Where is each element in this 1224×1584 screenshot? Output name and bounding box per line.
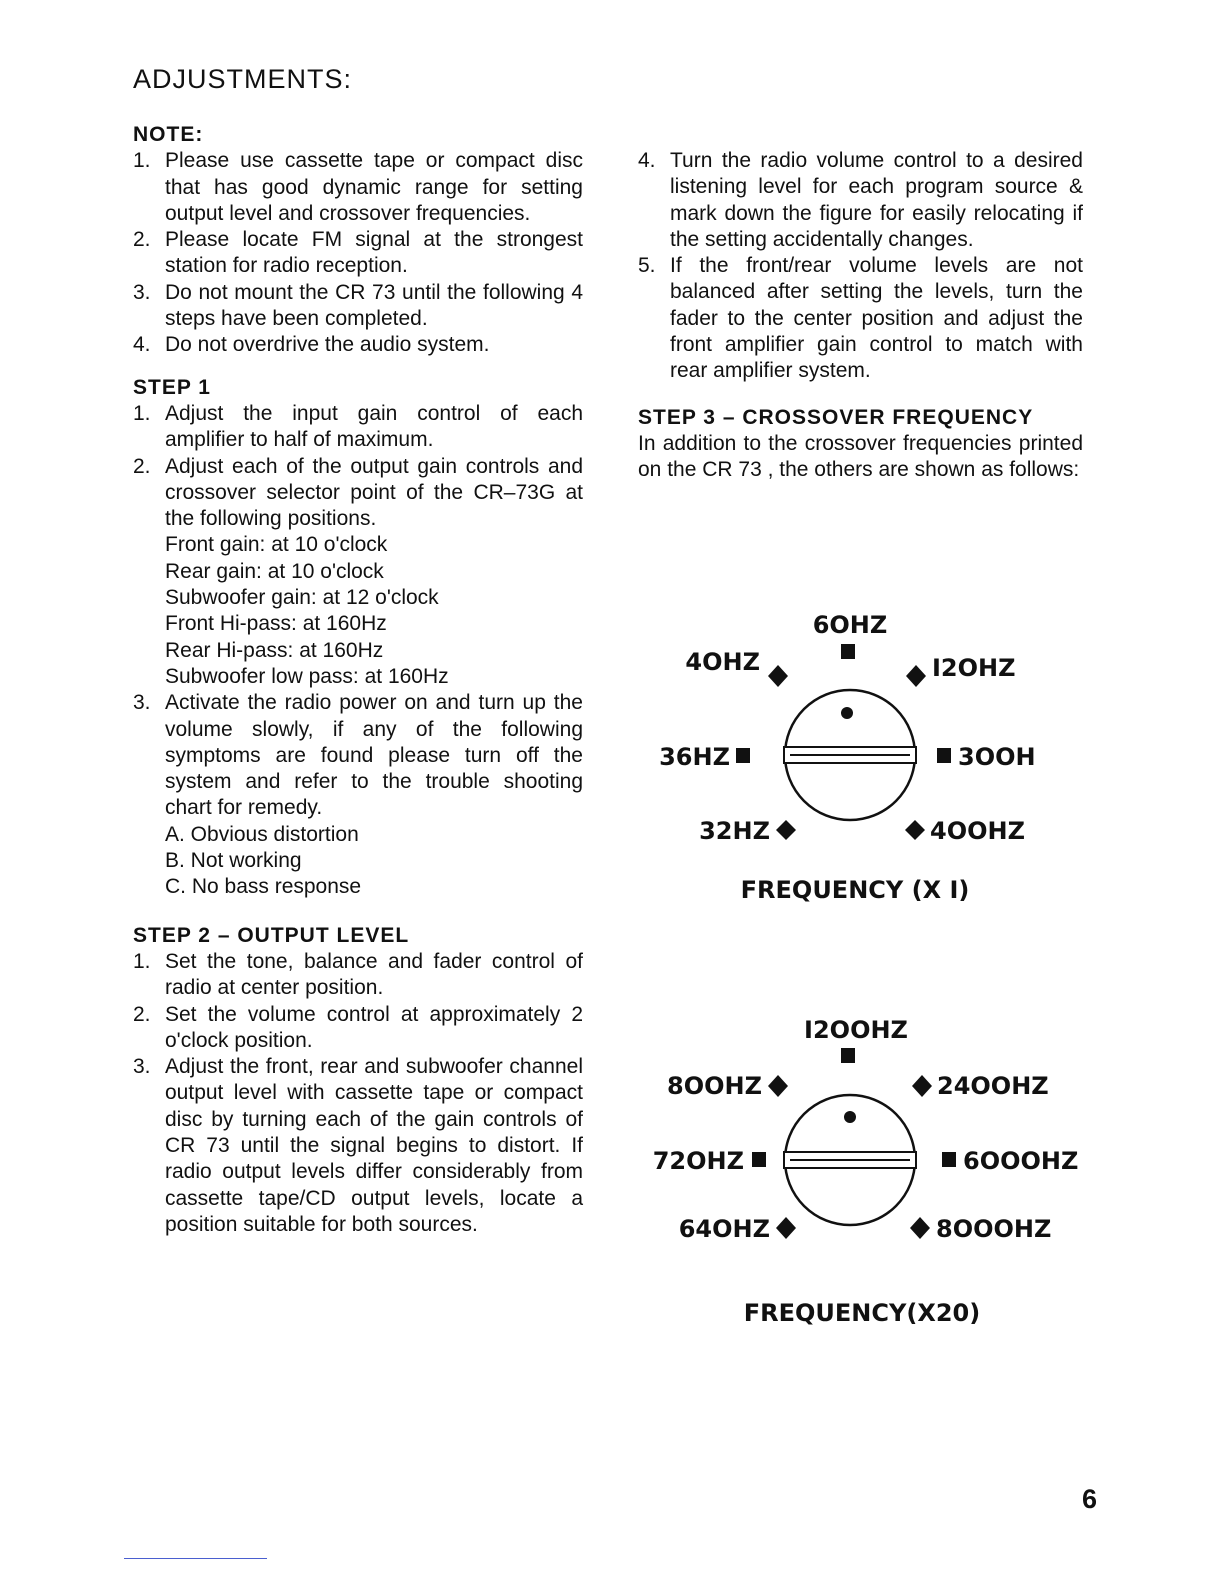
- diamond-marker: [776, 820, 796, 840]
- item-text: If the front/rear volume levels are not balanced after setting the levels, turn the fader to the center position and adjust the front amplifier gain control to match with rear amplifier system.: [670, 254, 1083, 383]
- item-number: 3.: [133, 1055, 151, 1079]
- step2-item: [638, 253, 1083, 384]
- step1-heading: STEP 1: [133, 375, 211, 399]
- diamond-marker: [905, 820, 925, 840]
- dial-caption: FREQUENCY (X I): [740, 876, 970, 904]
- freq-label-upper-right: I2OHZ: [932, 654, 1016, 682]
- item-number: 2.: [133, 1002, 151, 1026]
- diamond-marker: [906, 665, 926, 687]
- item-number: 2.: [133, 228, 151, 252]
- square-marker: [937, 748, 951, 763]
- divider-line: [124, 1558, 267, 1559]
- step3-text: In addition to the crossover frequencies printed on the CR 73 , the others are shown as follows:: [638, 431, 1083, 482]
- step2-item: [133, 1002, 583, 1055]
- note-item: [133, 227, 583, 280]
- item-number: 4.: [638, 149, 656, 172]
- symptom-line: A. Obvious distortion: [165, 822, 359, 846]
- step2-item: [133, 949, 583, 1002]
- dial-knob: [784, 690, 916, 820]
- diamond-marker: [768, 665, 788, 687]
- freq-label-upper-left: 4OHZ: [685, 648, 760, 676]
- position-line: Rear gain: at 10 o'clock: [165, 559, 384, 583]
- note-item: [133, 280, 583, 333]
- item-number: 5.: [638, 254, 656, 278]
- symptom-line: B. Not working: [165, 849, 302, 873]
- diamond-marker: [912, 1075, 932, 1097]
- freq-label-left: 36HZ: [659, 743, 730, 771]
- note-heading: NOTE:: [133, 123, 204, 146]
- right-column: [638, 148, 1083, 484]
- item-number: 2.: [133, 454, 151, 478]
- diamond-marker: [768, 1075, 788, 1097]
- item-text: Do not mount the CR 73 until the following 4 steps have been completed.: [165, 280, 583, 331]
- square-marker: [841, 644, 855, 659]
- item-text: Turn the radio volume control to a desired listening level for each program source & mark down the figure for easily relocating if the setting accidentally changes.: [670, 149, 1083, 251]
- freq-label-upper-right: 24OOHZ: [937, 1072, 1049, 1100]
- step1-item: [133, 454, 583, 533]
- symptom-line: C. No bass response: [165, 875, 362, 899]
- freq-label-right: 6OOOHZ: [963, 1147, 1079, 1175]
- item-number: 1.: [133, 949, 151, 973]
- item-text: Adjust the input gain control of each amplifier to half of maximum.: [165, 401, 583, 452]
- step3-heading: STEP 3 – CROSSOVER FREQUENCY: [638, 405, 1034, 429]
- page-number: 6: [1082, 1484, 1098, 1514]
- freq-label-lower-right: 4OOHZ: [930, 817, 1025, 845]
- position-line: Subwoofer gain: at 12 o'clock: [165, 586, 439, 610]
- step2-item: [638, 148, 1083, 253]
- position-line: Front Hi-pass: at 160Hz: [165, 612, 387, 636]
- step1-item: [133, 690, 583, 821]
- item-text: Adjust each of the output gain controls and crossover selector point of the CR–73G at the following positions.: [165, 454, 583, 531]
- position-line: Subwoofer low pass: at 160Hz: [165, 664, 449, 688]
- page-title: ADJUSTMENTS:: [133, 64, 353, 94]
- item-text: Do not overdrive the audio system.: [165, 333, 490, 357]
- item-number: 3.: [133, 280, 151, 304]
- freq-label-top: 6OHZ: [812, 611, 888, 639]
- square-marker: [942, 1152, 956, 1167]
- left-column: [133, 122, 583, 1238]
- freq-label-top: I2OOHZ: [804, 1016, 908, 1044]
- note-item: [133, 332, 583, 358]
- frequency-dial-x20: [640, 1005, 1080, 1335]
- step2-item: [133, 1054, 583, 1238]
- freq-label-lower-right: 8OOOHZ: [936, 1215, 1052, 1243]
- freq-label-lower-left: 32HZ: [699, 817, 770, 845]
- position-line: Rear Hi-pass: at 160Hz: [165, 638, 384, 662]
- item-text: Adjust the front, rear and subwoofer channel output level with cassette tape or compact disc by turning each of the gain controls of CR 73 until the signal begins to distort. If radio output levels differ considerably from cassette tape/CD output levels, locate a position suitable for both sources.: [165, 1055, 583, 1236]
- item-text: Please locate FM signal at the strongest station for radio reception.: [165, 228, 583, 278]
- item-number: 4.: [133, 333, 151, 357]
- freq-label-upper-left: 8OOHZ: [667, 1072, 762, 1100]
- item-text: Set the tone, balance and fader control of radio at center position.: [165, 949, 583, 1000]
- dial-knob: [784, 1095, 916, 1225]
- item-text: Please use cassette tape or compact disc that has good dynamic range for setting output level and crossover frequencies.: [165, 149, 583, 225]
- item-number: 1.: [133, 401, 151, 425]
- note-item: [133, 148, 583, 227]
- diamond-marker: [910, 1217, 930, 1239]
- frequency-dial-x1: [640, 600, 1080, 910]
- item-number: 1.: [133, 149, 151, 173]
- freq-label-right: 3OOH: [958, 743, 1036, 771]
- freq-label-left: 72OHZ: [652, 1147, 744, 1175]
- step1-item: [133, 401, 583, 454]
- step2-heading: STEP 2 – OUTPUT LEVEL: [133, 923, 410, 947]
- dial-caption: FREQUENCY(X20): [743, 1299, 981, 1327]
- item-number: 3.: [133, 691, 151, 715]
- diamond-marker: [776, 1217, 796, 1239]
- freq-label-lower-left: 64OHZ: [678, 1215, 770, 1243]
- square-marker: [736, 748, 750, 763]
- square-marker: [752, 1152, 766, 1167]
- position-line: Front gain: at 10 o'clock: [165, 533, 388, 557]
- item-text: Set the volume control at approximately 2 o'clock position.: [165, 1002, 583, 1052]
- square-marker: [841, 1048, 855, 1063]
- item-text: Activate the radio power on and turn up the volume slowly, if any of the following symptoms are found please turn off the system and refer to the trouble shooting chart for remedy.: [165, 691, 583, 820]
